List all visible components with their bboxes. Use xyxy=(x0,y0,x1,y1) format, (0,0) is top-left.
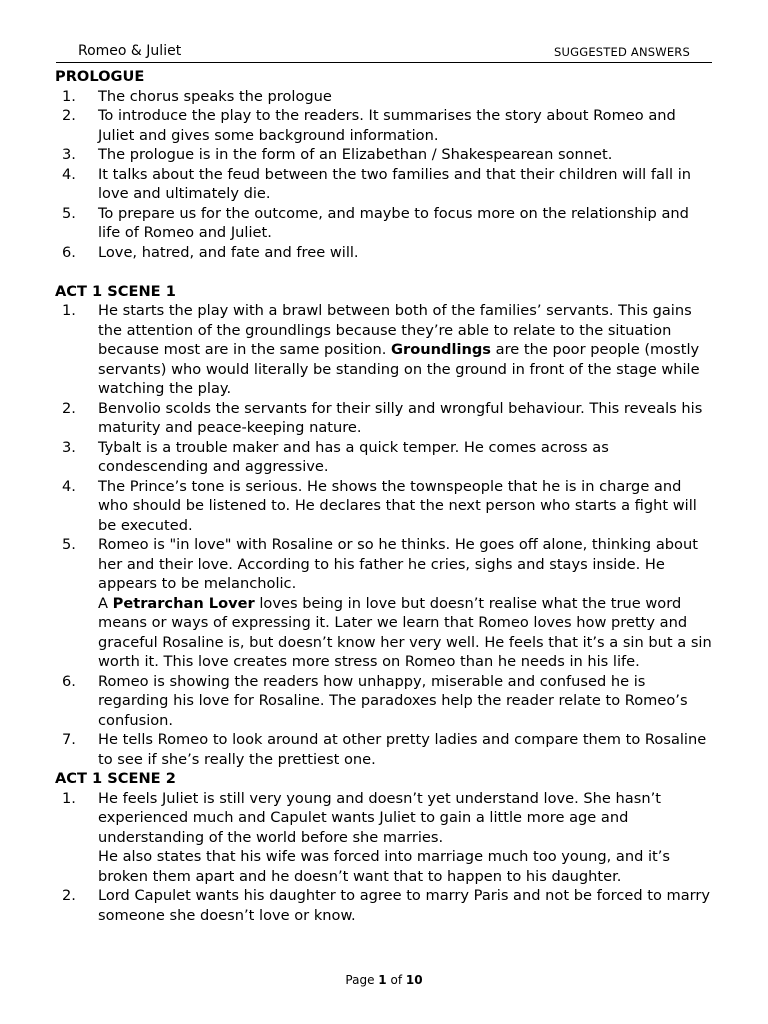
list-item xyxy=(55,87,715,107)
item-text: The chorus speaks the prologue xyxy=(98,87,332,105)
item-text: Romeo is "in love" with Rosaline or so he thinks. He goes off alone, thinking about her and their love. According to his father he cries, sighs and stays inside. He appears to be melancholic. xyxy=(98,536,698,592)
item-text: To prepare us for the outcome, and maybe to focus more on the relationship and life of Romeo and Juliet. xyxy=(98,204,689,241)
section-heading-prologue: PROLOGUE xyxy=(55,68,145,85)
page-footer xyxy=(0,972,768,988)
item-number: 2. xyxy=(62,887,76,904)
item-number: 6. xyxy=(62,243,76,261)
list-item xyxy=(55,301,715,399)
list-item xyxy=(55,106,715,145)
act1-scene1-list xyxy=(55,301,715,769)
document-title: Romeo & Juliet xyxy=(78,43,182,59)
item-text: He tells Romeo to look around at other pretty ladies and compare them to Rosaline to see if she’s really the prettiest one. xyxy=(98,731,707,768)
section-heading-act1-scene2: ACT 1 SCENE 2 xyxy=(55,770,176,787)
list-item xyxy=(55,204,715,243)
page-total: 10 xyxy=(405,973,423,987)
item-number: 5. xyxy=(62,536,76,553)
list-item xyxy=(55,165,715,204)
item-text: Love, hatred, and fate and free will. xyxy=(98,243,359,261)
list-item xyxy=(55,886,715,925)
item-paragraph-2 xyxy=(98,594,715,672)
item-number: 1. xyxy=(62,302,76,319)
list-item xyxy=(55,399,715,438)
term-groundlings: Groundlings xyxy=(391,341,491,358)
item-text-continued: are the poor people (mostly servants) who would literally be standing on the ground in front of the stage while watching the play. xyxy=(98,341,700,397)
item-number: 1. xyxy=(62,789,76,807)
prologue-list xyxy=(55,87,715,263)
item-number: 6. xyxy=(62,672,76,690)
page-label: Page xyxy=(345,973,375,987)
list-item xyxy=(55,145,715,165)
item-text: Benvolio scolds the servants for their silly and wrongful behaviour. This reveals his maturity and peace-keeping nature. xyxy=(98,399,703,436)
item-text: The prologue is in the form of an Elizabethan / Shakespearean sonnet. xyxy=(98,146,613,163)
document-body xyxy=(55,67,715,925)
list-item xyxy=(55,438,715,477)
list-item xyxy=(55,535,715,672)
list-item xyxy=(55,672,715,731)
header-subtitle: SUGGESTED ANSWERS xyxy=(553,45,690,59)
list-item xyxy=(55,730,715,769)
item-text: He starts the play with a brawl between both of the families’ servants. This gains the attention of the groundlings because they’re able to relate to the situation because most are in the same position. xyxy=(98,302,692,358)
page-header xyxy=(56,42,712,63)
item-number: 4. xyxy=(62,165,76,183)
item-text: To introduce the play to the readers. It summarises the story about Romeo and Juliet and gives some background information. xyxy=(98,107,676,144)
page-of-label: of xyxy=(390,973,403,987)
item-number: 7. xyxy=(62,731,76,748)
item-text: It talks about the feud between the two families and that their children will fall in love and ultimately die. xyxy=(98,165,691,202)
item-number: 3. xyxy=(62,146,76,163)
item-text: He feels Juliet is still very young and doesn’t yet understand love. She hasn’t experienced much and Capulet wants Juliet to gain a little more age and understanding of the world before she marries. xyxy=(98,789,661,846)
item-paragraph-2: He also states that his wife was forced into marriage much too young, and it’s broken them apart and he doesn’t want that to happen to his daughter. xyxy=(98,848,670,885)
item-number: 1. xyxy=(62,87,76,105)
term-petrarchan-lover: Petrarchan Lover xyxy=(112,594,255,612)
item-text: Tybalt is a trouble maker and has a quick temper. He comes across as condescending and aggressive. xyxy=(98,438,609,475)
page-current: 1 xyxy=(378,973,387,987)
item-text: The Prince’s tone is serious. He shows the townspeople that he is in charge and who should be listened to. He declares that the next person who starts a fight will be executed. xyxy=(98,477,697,534)
item-number: 3. xyxy=(62,438,76,456)
item-number: 4. xyxy=(62,477,76,495)
section-spacer xyxy=(55,262,715,282)
item-number: 2. xyxy=(62,399,76,417)
item-text: Lord Capulet wants his daughter to agree to marry Paris and not be forced to marry someone she doesn’t love or know. xyxy=(98,887,711,924)
list-item xyxy=(55,789,715,887)
item-number: 5. xyxy=(62,204,76,222)
item-text-lead: A xyxy=(98,594,108,612)
act1-scene2-list xyxy=(55,789,715,926)
list-item xyxy=(55,243,715,263)
section-heading-act1-scene1: ACT 1 SCENE 1 xyxy=(55,282,176,300)
item-number: 2. xyxy=(62,107,76,124)
item-text-continued: loves being in love but doesn’t realise what the true word means or ways of expressing it. Later we learn that Romeo loves how pretty and graceful Rosaline is, but doesn’t know her very well. He feels that it’s a sin but a sin worth it. This love creates more stress on Romeo than he needs in his life. xyxy=(98,594,712,670)
list-item xyxy=(55,477,715,536)
item-text: Romeo is showing the readers how unhappy, miserable and confused he is regarding his love for Rosaline. The paradoxes help the reader relate to Romeo’s confusion. xyxy=(98,672,688,729)
